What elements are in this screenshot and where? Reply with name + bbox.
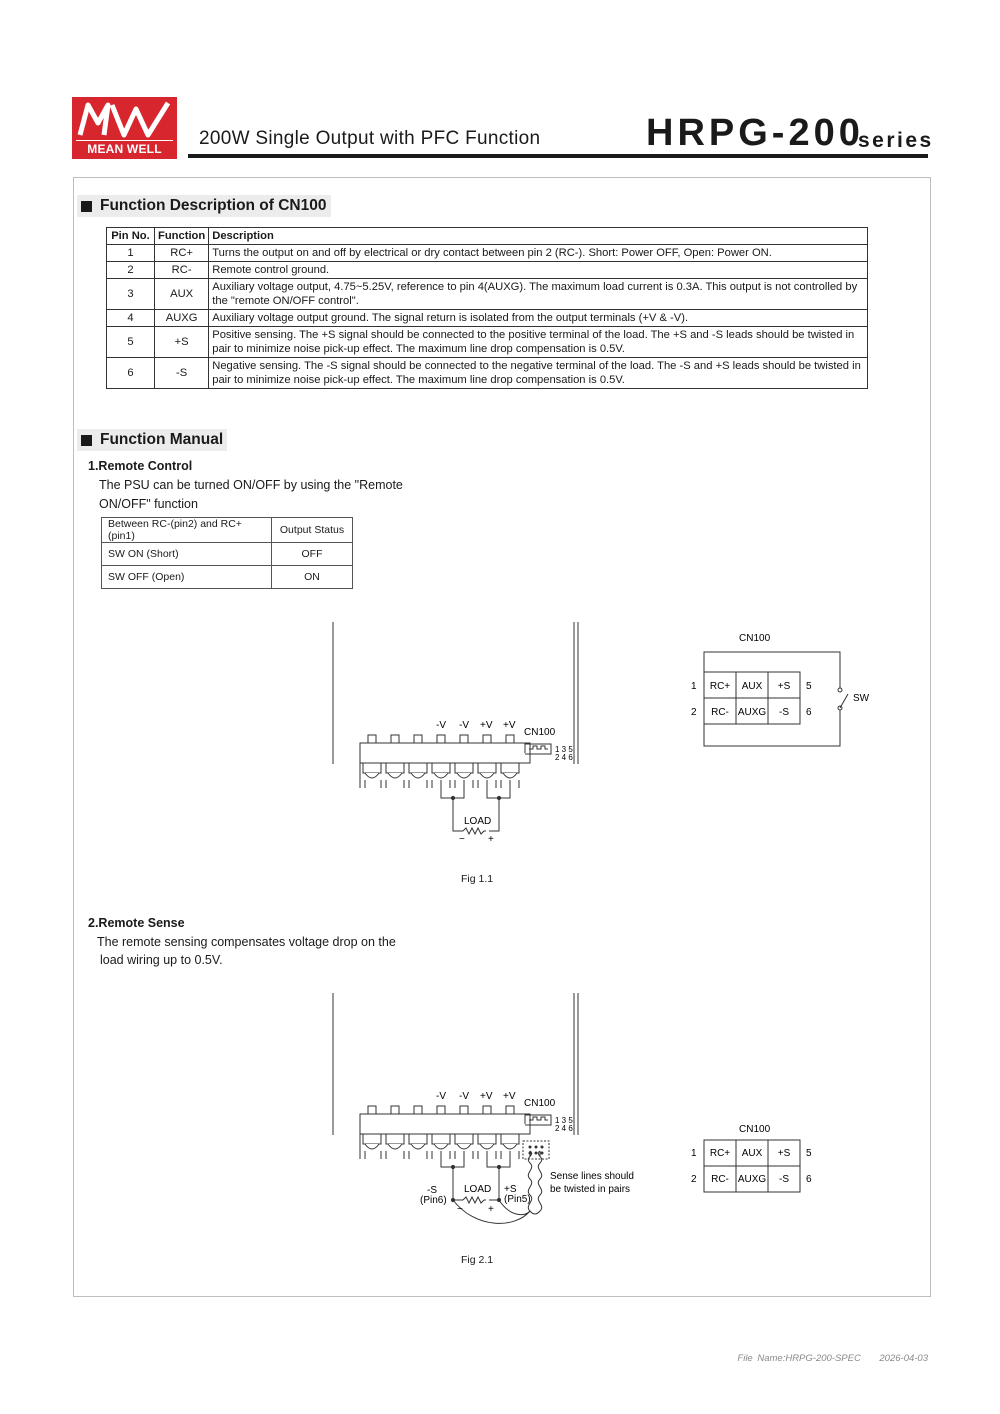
table-cell: ON bbox=[272, 566, 353, 589]
pin-number: 2 bbox=[691, 1174, 697, 1185]
pin-numbers-top: 1 3 5 bbox=[555, 745, 573, 754]
pin-numbers-top: 1 3 5 bbox=[555, 1116, 573, 1125]
remote-control-text-2: ON/OFF" function bbox=[99, 497, 198, 511]
plus-label: + bbox=[488, 1204, 494, 1215]
function-cell: RC- bbox=[155, 262, 209, 279]
function-cell: AUXG bbox=[155, 310, 209, 327]
fig1-terminal-diagram bbox=[325, 618, 595, 853]
square-bullet-icon bbox=[81, 435, 92, 446]
table-header-row bbox=[102, 518, 353, 543]
plus-label: + bbox=[488, 834, 494, 845]
fig2-caption: Fig 2.1 bbox=[461, 1254, 494, 1266]
neg-sense-label: -S bbox=[427, 1185, 437, 1196]
footer-date: 2026-04-03 bbox=[879, 1353, 928, 1364]
column-header: Output Status bbox=[272, 518, 353, 543]
logo-text: MEAN WELL bbox=[76, 140, 173, 156]
pin-cell: RC+ bbox=[709, 681, 731, 692]
remote-sense-text-2: load wiring up to 0.5V. bbox=[100, 953, 223, 967]
switch-label: SW bbox=[853, 693, 870, 704]
pin-cell: RC+ bbox=[709, 1148, 731, 1159]
function-cell: AUX bbox=[155, 279, 209, 310]
pin-number: 1 bbox=[691, 1148, 697, 1159]
terminal-label: +V bbox=[503, 1091, 516, 1102]
cn100-connector bbox=[525, 744, 551, 754]
terminal-label: -V bbox=[459, 1091, 469, 1102]
square-bullet-icon bbox=[81, 201, 92, 212]
minus-label: − bbox=[457, 1204, 463, 1215]
pin-cell: +S bbox=[777, 681, 791, 692]
pos-sense-pin: (Pin5) bbox=[504, 1194, 531, 1205]
description-cell: Turns the output on and off by electrical or dry contact between pin 2 (RC-). Short: Power OFF, Open: Power ON. bbox=[209, 245, 868, 262]
terminal-label: +V bbox=[480, 1091, 493, 1102]
description-cell: Positive sensing. The +S signal should be connected to the positive terminal of the load. The +S and -S leads should be twisted in pair to minimize noise pick-up effect. The maximum line drop compensation is 0.5V. bbox=[209, 327, 868, 358]
sense-note-line1: Sense lines should bbox=[550, 1171, 634, 1182]
column-header: Description bbox=[209, 228, 868, 245]
terminal-label: +V bbox=[503, 720, 516, 731]
fig1-caption: Fig 1.1 bbox=[461, 873, 494, 885]
terminal-label: -V bbox=[436, 720, 446, 731]
table-cell: SW ON (Short) bbox=[102, 543, 272, 566]
description-cell: Negative sensing. The -S signal should be connected to the negative terminal of the load. The -S and +S leads should be twisted in pair to minimize noise pick-up effect. The maximum line drop compensation is 0.5V. bbox=[209, 358, 868, 389]
minus-label: − bbox=[459, 834, 465, 845]
table-row bbox=[107, 327, 868, 358]
pin-cell: AUX bbox=[741, 681, 763, 692]
terminal-label: +V bbox=[480, 720, 493, 731]
function-cell: -S bbox=[155, 358, 209, 389]
terminal-screws bbox=[363, 1106, 519, 1149]
model-name: HRPG-200 bbox=[646, 112, 864, 154]
load-wiring bbox=[441, 1151, 510, 1203]
cn100-label: CN100 bbox=[524, 727, 556, 738]
pinout-grid bbox=[704, 652, 840, 746]
section-heading-cn100 bbox=[77, 195, 331, 217]
load-label: LOAD bbox=[464, 1184, 492, 1195]
terminal-label: -V bbox=[459, 720, 469, 731]
table-row bbox=[107, 262, 868, 279]
column-header: Function bbox=[155, 228, 209, 245]
pin-cell: 5 bbox=[107, 327, 155, 358]
pin-cell: AUXG bbox=[737, 707, 767, 718]
pin-cell: 6 bbox=[107, 358, 155, 389]
series-label: series bbox=[858, 129, 934, 152]
fig2-cn100-pinout bbox=[680, 1120, 830, 1200]
cn100-pin-table bbox=[106, 227, 868, 389]
cn100-label: CN100 bbox=[524, 1098, 556, 1109]
pin-number: 5 bbox=[806, 1148, 812, 1159]
pin-cell: -S bbox=[779, 707, 789, 718]
pin-numbers-bottom: 2 4 6 bbox=[555, 1124, 573, 1133]
table-row bbox=[102, 543, 353, 566]
column-header: Pin No. bbox=[107, 228, 155, 245]
table-row bbox=[107, 358, 868, 389]
function-cell: RC+ bbox=[155, 245, 209, 262]
remote-control-heading: 1.Remote Control bbox=[88, 459, 193, 473]
page-subtitle: 200W Single Output with PFC Function bbox=[199, 128, 541, 149]
section-title: Function Description of CN100 bbox=[100, 197, 327, 214]
pin-number: 6 bbox=[806, 1174, 812, 1185]
pin-cell: RC- bbox=[711, 1174, 729, 1185]
remote-control-text-1: The PSU can be turned ON/OFF by using the "Remote bbox=[99, 478, 403, 492]
table-cell: SW OFF (Open) bbox=[102, 566, 272, 589]
pin-number: 2 bbox=[691, 707, 697, 718]
mean-well-logo bbox=[72, 97, 177, 159]
column-header: Between RC-(pin2) and RC+(pin1) bbox=[102, 518, 272, 543]
table-row bbox=[102, 566, 353, 589]
pin-cell: RC- bbox=[711, 707, 729, 718]
description-cell: Auxiliary voltage output ground. The signal return is isolated from the output terminals (+V & -V). bbox=[209, 310, 868, 327]
pin-cell: 4 bbox=[107, 310, 155, 327]
function-cell: +S bbox=[155, 327, 209, 358]
sense-note-line2: be twisted in pairs bbox=[550, 1184, 631, 1195]
description-cell: Auxiliary voltage output, 4.75~5.25V, reference to pin 4(AUXG). The maximum load current is 0.3A. This output is not controlled by the "remote ON/OFF control". bbox=[209, 279, 868, 310]
table-row bbox=[107, 279, 868, 310]
table-row bbox=[107, 245, 868, 262]
terminal-screws bbox=[363, 735, 519, 778]
terminal-label: -V bbox=[436, 1091, 446, 1102]
table-header-row bbox=[107, 228, 868, 245]
pin-numbers-bottom: 2 4 6 bbox=[555, 753, 573, 762]
pin-number: 1 bbox=[691, 681, 697, 692]
pin-cell: AUXG bbox=[737, 1174, 767, 1185]
cn100-connector bbox=[523, 1115, 551, 1159]
pin-number: 6 bbox=[806, 707, 812, 718]
header-rule bbox=[188, 154, 928, 158]
footer-file-name: File Name:HRPG-200-SPEC bbox=[737, 1353, 861, 1364]
pin-cell: AUX bbox=[741, 1148, 763, 1159]
remote-control-table bbox=[101, 517, 353, 589]
pin-cell: 2 bbox=[107, 262, 155, 279]
remote-sense-heading: 2.Remote Sense bbox=[88, 916, 185, 930]
pin-cell: 3 bbox=[107, 279, 155, 310]
remote-sense-text-1: The remote sensing compensates voltage drop on the bbox=[97, 935, 396, 949]
description-cell: Remote control ground. bbox=[209, 262, 868, 279]
neg-sense-pin: (Pin6) bbox=[420, 1195, 447, 1206]
pin-number: 5 bbox=[806, 681, 812, 692]
section-title: Function Manual bbox=[100, 431, 224, 448]
pin-cell: 1 bbox=[107, 245, 155, 262]
load-label: LOAD bbox=[464, 816, 492, 827]
table-cell: OFF bbox=[272, 543, 353, 566]
fig2-terminal-diagram bbox=[325, 989, 655, 1224]
switch-icon bbox=[838, 688, 848, 710]
pin-cell: -S bbox=[779, 1174, 789, 1185]
pinout-title: CN100 bbox=[739, 1124, 771, 1135]
footer bbox=[737, 1353, 928, 1364]
pinout-title: CN100 bbox=[739, 633, 771, 644]
pin-cell: +S bbox=[777, 1148, 791, 1159]
fig1-cn100-pinout bbox=[680, 628, 880, 752]
section-heading-manual bbox=[77, 429, 227, 451]
table-row bbox=[107, 310, 868, 327]
pos-sense-label: +S bbox=[504, 1184, 517, 1195]
